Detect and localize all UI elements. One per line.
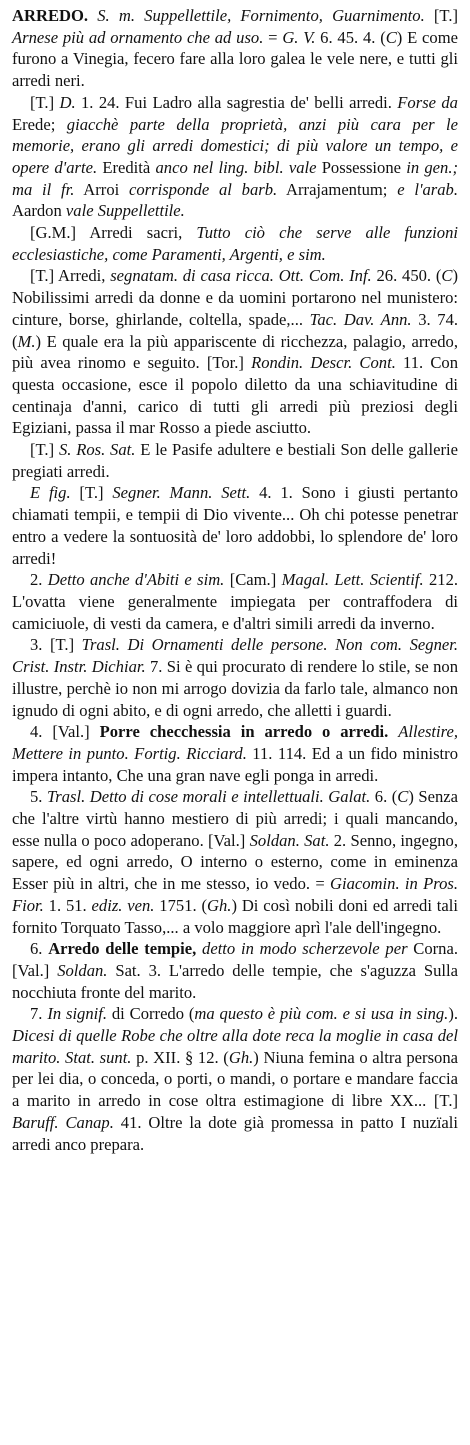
- text-run: [G.M.] Arredi sacri,: [30, 223, 197, 243]
- text-run: 3. [T.]: [30, 635, 82, 655]
- text-run: S. Ros. Sat.: [58, 440, 136, 460]
- text-run: 1. 24. Fui Ladro alla sagrestia de' belli arredi.: [75, 92, 398, 112]
- entry-citation-ros: [12, 439, 458, 482]
- entry-arredi-sacri: [12, 222, 458, 265]
- text-run: 4. 1. Sono i giusti pertanto chiamati tempii, e tempii di Dio vivente... Oh chi potesse penetrar entro a vedere la sontuosità de' loro addobbi, lo splendore de' loro arredi!: [12, 483, 459, 568]
- text-run: Rondin. Descr. Cont.: [251, 353, 396, 373]
- text-run: ) E come furono a Vinegia, fecero fare alla loro galea le vele nere, e tutti gli arredi neri.: [12, 27, 458, 91]
- text-run: G. V.: [282, 27, 316, 47]
- text-run: E le Pasife adultere e bestiali Son delle gallerie pregiati arredi.: [12, 440, 459, 481]
- text-run: Detto anche d'Abiti e sim.: [47, 570, 225, 590]
- text-run: [T.]: [30, 440, 59, 460]
- text-run: Trasl. Detto di cose morali e intellettuali. Galat.: [46, 787, 371, 807]
- text-run: di Corredo (: [107, 1004, 195, 1024]
- text-run: Possessione: [316, 157, 407, 177]
- text-run: Allestire, Mettere in punto. Fortig. Ricciard.: [12, 722, 458, 763]
- text-run: Corna. [Val.]: [12, 939, 458, 980]
- text-run: C: [385, 27, 397, 47]
- text-run: Giacomin. in Pros. Fior.: [12, 874, 458, 915]
- text-run: ).: [448, 1004, 458, 1024]
- text-run: anco nel ling. bibl. vale: [155, 157, 317, 177]
- text-run: 3. 74. (: [12, 309, 459, 351]
- text-run: ) Niuna femina o altra persona per lei dia, o conceda, o porti, o mandi, o portare e mandare faccia a marito in arredo in cose oltra estimagione di libre XX... [T.]: [12, 1047, 458, 1111]
- text-run: e l'arab.: [397, 179, 458, 199]
- text-run: [T.]: [424, 6, 458, 25]
- text-run: Erede;: [12, 114, 67, 134]
- text-run: E fig.: [30, 483, 71, 503]
- text-run: 7. Si è qui procurato di rendere lo stile, se non illustre, perchè io non mi arrogo dovizia da farlo tale, almanco non ignudo di ogni abito, e di ogni arredo, che alletti i guardi.: [12, 657, 458, 720]
- text-run: Arnese più ad ornamento che ad uso.: [12, 27, 264, 47]
- text-run: corrisponde al barb.: [129, 179, 278, 199]
- text-run: 6. (: [370, 787, 398, 807]
- text-run: Segner. Mann. Sett.: [112, 483, 251, 503]
- text-run: 212. L'ovatta viene generalmente impiegata per contraffodera di camiciuole, di vesti da camera, e d'altri simili arredi da inverno.: [12, 570, 459, 633]
- text-run: C: [397, 787, 409, 807]
- text-run: Tac. Dav. Ann.: [309, 309, 412, 329]
- entry-citation-dante: [12, 92, 458, 222]
- text-run: [T.] Arredi,: [30, 266, 111, 286]
- text-run: in gen.; ma il fr.: [12, 157, 458, 199]
- text-run: ) Di così nobili doni ed arredi tali fornito Torquato Tasso,... a volo maggiore aprì l'ale dell'ingegno.: [12, 895, 458, 937]
- text-run: 11. 114. Ed a un fido ministro impera intanto, Che una gran nave egli ponga in arredi.: [12, 743, 458, 785]
- text-run: 1751. (: [154, 895, 208, 915]
- entry-sense-7: [12, 1003, 458, 1155]
- text-run: Gh.: [207, 895, 232, 915]
- text-run: vale Suppellettile.: [65, 201, 185, 221]
- text-run: ediz. ven.: [91, 895, 155, 915]
- text-run: ARREDO.: [12, 6, 89, 25]
- text-run: Dicesi di quelle Robe che oltre alla dote reca la moglie in casa del marito. Stat. sunt.: [12, 1026, 458, 1067]
- text-run: Soldan. Sat.: [249, 830, 330, 850]
- text-run: p. XII. § 12. (: [131, 1047, 229, 1067]
- text-run: Arroi: [74, 179, 130, 199]
- text-run: Porre checchessia in arredo o arredi.: [99, 722, 389, 742]
- text-run: Ott. Com. Inf.: [278, 266, 372, 286]
- text-run: Aardon: [12, 201, 66, 221]
- text-run: [Cam.]: [224, 570, 282, 590]
- text-run: Trasl. Di Ornamenti delle persone. Non com. Segner. Crist. Instr. Dichiar.: [12, 635, 458, 677]
- entry-sense-3: [12, 634, 458, 721]
- text-run: D.: [59, 92, 76, 112]
- text-run: ma questo è più com. e si usa in sing.: [194, 1004, 449, 1024]
- text-run: 2. Senno, ingegno, sapere, ed ogni arredo, O interno o esterno, come in eminenza Esser più in altri, che in me stesso, io vedo. =: [12, 830, 458, 894]
- text-run: 2.: [30, 570, 48, 590]
- text-run: [T.]: [30, 92, 60, 112]
- text-run: ) Senza che l'altre virtù hanno mestiero di più arredi; i quali mancando, esse nulla o poco adoperano. [Val.]: [12, 787, 458, 850]
- text-run: giacchè parte della proprietà, anzi più cara per le memorie, erano gli arredi domestici; di più valore un tempo, e opere d'arte.: [12, 114, 458, 177]
- text-run: Magal. Lett. Scientif.: [281, 570, 424, 590]
- text-run: segnatam. di casa ricca.: [110, 266, 274, 286]
- text-run: S. m. Suppellettile, Fornimento, Guarnimento.: [97, 6, 425, 25]
- text-run: Tutto ciò che serve alle funzioni ecclesiastiche, come Paramenti, Argenti, e sim.: [12, 223, 458, 264]
- text-run: Arrajamentum;: [277, 179, 398, 199]
- text-run: Soldan.: [57, 960, 108, 980]
- text-run: ) E quale era la più appariscente di ricchezza, palagio, arredo, più avea rinomo e seguito. [Tor.]: [12, 331, 458, 373]
- text-run: Baruff. Canap.: [12, 1112, 114, 1132]
- text-run: Eredità: [97, 157, 156, 177]
- text-run: 5.: [30, 787, 47, 807]
- text-run: [T.]: [70, 483, 113, 503]
- text-run: 4. [Val.]: [30, 722, 100, 742]
- text-run: Sat. 3. L'arredo delle tempie, che s'aguzza Sulla nocchiuta fronte del marito.: [12, 960, 458, 1002]
- text-run: 6.: [30, 939, 49, 959]
- text-run: 11. Con questa occasione, esce il popolo diletto da una schiavitudine di centinaja d'anni, carico di tutti gli arredi più preziosi degli Egiziani, passa il mar Rosso a piede asciutto.: [12, 353, 458, 438]
- entry-arredi-casa-ricca: [12, 265, 458, 439]
- text-run: [388, 722, 398, 741]
- entry-sense-6: [12, 938, 458, 1003]
- text-run: 41. Oltre la dote già promessa in patto I nuzïali arredi anco prepara.: [12, 1112, 459, 1154]
- text-run: =: [263, 27, 283, 47]
- entry-definition: [12, 5, 458, 92]
- entry-sense-4: [12, 721, 458, 786]
- entry-sense-2: [12, 569, 458, 634]
- text-run: Forse da: [397, 92, 458, 112]
- text-run: Arredo delle tempie,: [48, 939, 197, 959]
- text-run: 26. 450. (: [371, 266, 442, 286]
- text-run: 1. 51.: [43, 895, 92, 915]
- text-run: ) Nobilissimi arredi da donne e da uomini portarono nel munistero: cinture, borse, ghirlande, coltella, spade,...: [12, 266, 458, 329]
- text-run: C: [441, 266, 453, 286]
- text-run: detto in modo scherzevole per: [202, 939, 408, 959]
- text-run: 6. 45. 4. (: [315, 27, 386, 47]
- text-run: 7.: [30, 1004, 48, 1024]
- text-run: In signif.: [47, 1004, 108, 1024]
- text-run: Gh.: [228, 1047, 254, 1067]
- entry-sense-5: [12, 786, 458, 938]
- text-run: [88, 6, 97, 25]
- text-run: M.: [17, 331, 36, 351]
- entry-figurative: [12, 482, 458, 569]
